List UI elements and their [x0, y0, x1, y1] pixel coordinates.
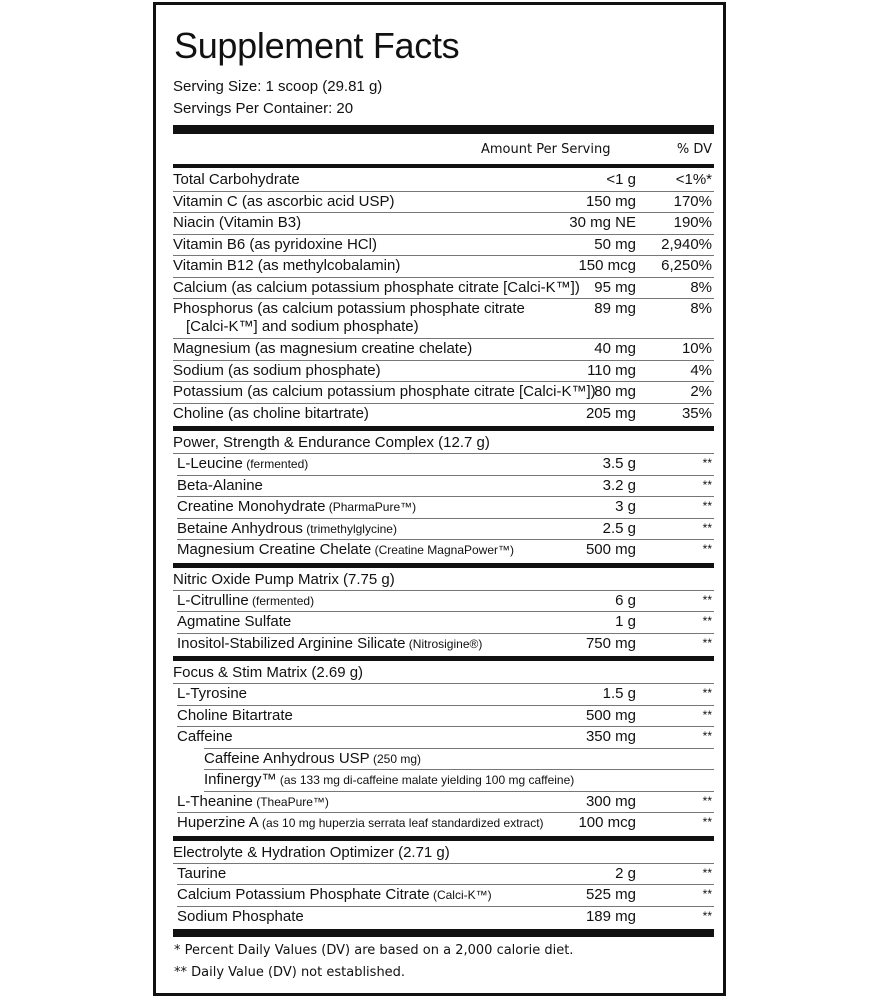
thick-divider: [173, 125, 714, 134]
ingredient-name: [177, 685, 247, 703]
medium-divider: [173, 164, 714, 168]
ingredient-name: [177, 592, 314, 610]
nutrient-dv: 4%: [690, 361, 712, 379]
ingredient-label: Calcium Potassium Phosphate Citrate: [177, 886, 430, 903]
ingredient-label: L-Tyrosine: [177, 685, 248, 702]
nutrient-name-continued: [Calci-K™] and sodium phosphate): [186, 318, 419, 335]
ingredient-note: (250 mg): [369, 751, 422, 766]
servings-per-container: Servings Per Container: 20: [173, 100, 354, 117]
nutrient-name: Total Carbohydrate: [173, 171, 300, 188]
ingredient-label: Infinergy™: [204, 771, 277, 788]
nutrient-amount: 50 mg: [594, 235, 636, 253]
ingredient-amount: 2 g: [615, 864, 636, 882]
nutrient-name: Sodium (as sodium phosphate): [173, 361, 381, 379]
ingredient-dv: **: [702, 908, 712, 923]
thick-divider: [173, 656, 714, 661]
ingredient-note: (as 133 mg di-caffeine malate yielding 100 mg caffeine): [276, 773, 575, 787]
nutrient-amount: <1 g: [606, 171, 636, 188]
ingredient-label: L-Theanine: [177, 792, 253, 810]
nutrient-dv: 2,940%: [661, 235, 712, 253]
ingredient-dv: **: [702, 499, 712, 513]
ingredient-dv: **: [702, 887, 712, 901]
ingredient-dv: **: [702, 707, 712, 722]
row-divider: [177, 611, 714, 612]
nutrient-dv: 170%: [673, 192, 712, 210]
row-divider: [173, 277, 714, 278]
ingredient-amount: 3.2 g: [602, 476, 636, 494]
ingredient-dv: **: [702, 456, 712, 470]
nutrient-amount: 205 mg: [585, 404, 636, 422]
nutrient-dv: 2%: [690, 383, 712, 400]
nutrient-dv: 10%: [681, 340, 712, 357]
ingredient-amount: 350 mg: [585, 728, 636, 745]
thick-divider: [173, 836, 714, 841]
nutrient-dv: 190%: [673, 214, 712, 231]
row-divider: [177, 812, 714, 813]
ingredient-name: [177, 541, 514, 559]
ingredient-name: [177, 814, 544, 832]
nutrient-name: Phosphorus (as calcium potassium phosphate citrate: [173, 300, 525, 317]
row-divider: [177, 539, 714, 540]
row-divider: [177, 884, 714, 885]
row-divider: [173, 360, 714, 361]
ingredient-note: (fermented): [242, 457, 309, 471]
nutrient-name: Choline (as choline bitartrate): [173, 404, 369, 422]
ingredient-name: [177, 613, 291, 631]
ingredient-label: Caffeine: [177, 728, 233, 745]
row-divider: [173, 453, 714, 454]
serving-size: Serving Size: 1 scoop (29.81 g): [173, 78, 383, 95]
ingredient-amount: 3.5 g: [602, 455, 636, 472]
nutrient-dv: 6,250%: [661, 257, 712, 274]
supplement-facts-panel: [153, 2, 726, 996]
thick-divider: [173, 426, 714, 431]
nutrient-amount: 89 mg: [594, 300, 636, 317]
ingredient-amount: 2.5 g: [602, 519, 636, 537]
column-header-dv: % DV: [676, 142, 712, 157]
ingredient-amount: 500 mg: [585, 541, 636, 558]
ingredient-amount: 750 mg: [585, 634, 636, 652]
ingredient-label: Huperzine A: [177, 814, 259, 831]
ingredient-name: [177, 520, 397, 538]
ingredient-amount: 1 g: [615, 613, 636, 630]
row-divider: [204, 769, 714, 770]
row-divider: [173, 683, 714, 684]
ingredient-amount: 189 mg: [585, 907, 636, 925]
row-divider: [177, 906, 714, 907]
ingredient-name: [177, 635, 482, 653]
ingredient-dv: **: [702, 815, 712, 829]
ingredient-note: (Creatine MagnaPower™): [371, 543, 515, 557]
nutrient-amount: 95 mg: [594, 278, 636, 296]
ingredient-dv: **: [702, 592, 712, 607]
nutrient-dv: 35%: [681, 404, 712, 422]
ingredient-label: Magnesium Creatine Chelate: [177, 541, 372, 558]
row-divider: [173, 403, 714, 404]
ingredient-amount: 100 mcg: [578, 814, 636, 831]
thick-divider: [173, 929, 714, 937]
ingredient-label: Taurine: [177, 864, 227, 882]
row-divider: [173, 381, 714, 382]
ingredient-amount: 525 mg: [585, 886, 636, 903]
label-title: Supplement Facts: [174, 25, 460, 66]
row-divider: [173, 255, 714, 256]
ingredient-name: [177, 707, 293, 725]
row-divider: [173, 234, 714, 235]
nutrient-name: Vitamin C (as ascorbic acid USP): [173, 192, 395, 210]
row-divider: [177, 726, 714, 727]
ingredient-note: (Nitrosigine®): [405, 636, 483, 651]
row-divider: [204, 791, 714, 792]
nutrient-amount: 110 mg: [587, 361, 636, 379]
ingredient-dv: **: [702, 635, 712, 650]
ingredient-amount: 500 mg: [585, 706, 636, 724]
row-divider: [173, 863, 714, 864]
ingredient-note: (PharmaPure™): [325, 500, 417, 514]
nutrient-name: Vitamin B6 (as pyridoxine HCl): [173, 235, 377, 253]
ingredient-dv: **: [702, 614, 712, 628]
blend-title: Focus & Stim Matrix (2.69 g): [173, 664, 364, 681]
ingredient-name: [177, 793, 329, 811]
row-divider: [177, 496, 714, 497]
ingredient-dv: **: [702, 542, 712, 556]
nutrient-name: Vitamin B12 (as methylcobalamin): [173, 257, 401, 274]
ingredient-note: (Calci-K™): [429, 888, 492, 902]
ingredient-amount: 3 g: [615, 498, 636, 515]
ingredient-name: [177, 477, 263, 495]
ingredient-note: (as 10 mg huperzia serrata leaf standardized extract): [258, 816, 544, 830]
ingredient-amount: 300 mg: [585, 792, 636, 810]
ingredient-name: [177, 455, 308, 473]
ingredient-label: Agmatine Sulfate: [177, 613, 292, 630]
ingredient-note: (TheaPure™): [252, 794, 329, 809]
row-divider: [177, 705, 714, 706]
nutrient-amount: 150 mcg: [578, 257, 636, 274]
ingredient-note: (fermented): [248, 593, 315, 608]
row-divider: [177, 475, 714, 476]
blend-title: Electrolyte & Hydration Optimizer (2.71 g): [173, 843, 450, 861]
ingredient-label: Inositol-Stabilized Arginine Silicate: [177, 634, 406, 652]
ingredient-dv: **: [702, 865, 712, 880]
ingredient-name: [177, 908, 304, 926]
ingredient-amount: 6 g: [615, 591, 636, 609]
ingredient-name: [177, 728, 233, 746]
ingredient-label: Sodium Phosphate: [177, 907, 304, 925]
ingredient-label: Creatine Monohydrate: [177, 498, 326, 515]
footnote: ** Daily Value (DV) not established.: [174, 965, 406, 980]
nutrient-amount: 40 mg: [594, 340, 636, 357]
nutrient-dv: <1%*: [675, 171, 712, 188]
ingredient-amount: 1.5 g: [602, 685, 636, 702]
ingredient-label: Choline Bitartrate: [177, 706, 293, 724]
row-divider: [173, 338, 714, 339]
ingredient-label: Beta-Alanine: [177, 476, 263, 494]
column-header-amount: Amount Per Serving: [481, 142, 611, 157]
row-divider: [177, 518, 714, 519]
nutrient-amount: 80 mg: [594, 383, 636, 400]
nutrient-amount: 150 mg: [585, 192, 636, 210]
row-divider: [204, 748, 714, 749]
row-divider: [173, 212, 714, 213]
ingredient-dv: **: [702, 729, 712, 743]
row-divider: [173, 298, 714, 299]
nutrient-name: Magnesium (as magnesium creatine chelate): [173, 340, 473, 357]
ingredient-dv: **: [702, 793, 712, 808]
nutrient-dv: 8%: [690, 300, 712, 317]
blend-title: Power, Strength & Endurance Complex (12.7 g): [173, 434, 490, 451]
ingredient-note: (trimethylglycine): [302, 521, 397, 536]
ingredient-label: L-Leucine: [177, 455, 243, 472]
row-divider: [173, 191, 714, 192]
row-divider: [173, 590, 714, 591]
thick-divider: [173, 563, 714, 568]
ingredient-name: [177, 865, 226, 883]
sub-ingredient-name: [204, 771, 574, 789]
ingredient-label: L-Citrulline: [177, 591, 249, 609]
nutrient-name: Niacin (Vitamin B3): [173, 214, 302, 231]
nutrient-dv: 8%: [690, 278, 712, 296]
ingredient-name: [177, 886, 492, 904]
sub-ingredient-name: [204, 750, 421, 768]
ingredient-dv: **: [702, 477, 712, 492]
nutrient-name: Potassium (as calcium potassium phosphate citrate [Calci-K™]): [173, 383, 596, 400]
footnote: * Percent Daily Values (DV) are based on a 2,000 calorie diet.: [174, 943, 574, 958]
row-divider: [177, 633, 714, 634]
nutrient-name: Calcium (as calcium potassium phosphate citrate [Calci-K™]): [173, 278, 580, 296]
nutrient-amount: 30 mg NE: [569, 214, 636, 231]
ingredient-dv: **: [702, 686, 712, 700]
blend-title: Nitric Oxide Pump Matrix (7.75 g): [173, 570, 395, 588]
ingredient-dv: **: [702, 520, 712, 535]
ingredient-label: Caffeine Anhydrous USP: [204, 749, 370, 767]
ingredient-label: Betaine Anhydrous: [177, 519, 303, 537]
ingredient-name: [177, 498, 416, 516]
